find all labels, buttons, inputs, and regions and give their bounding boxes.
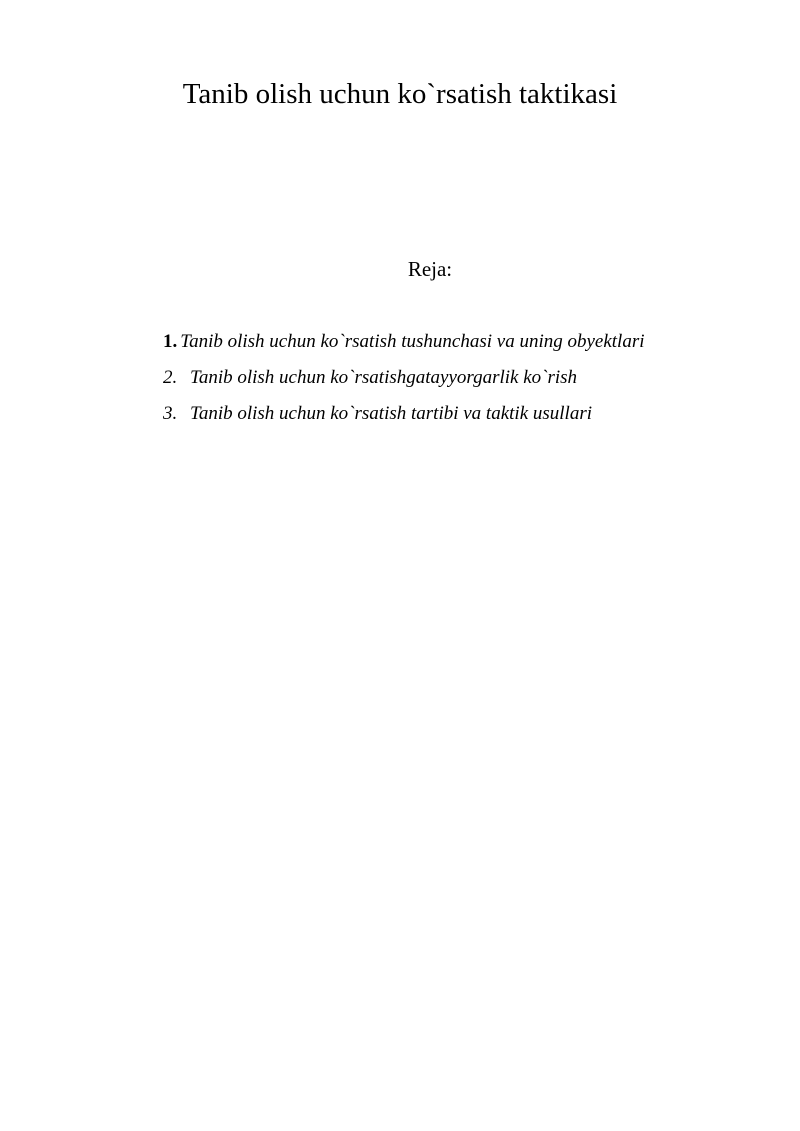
plan-item-text: Tanib olish uchun ko`rsatishgatayyorgarlik ko`rish <box>190 367 578 388</box>
plan-item-3 <box>163 402 645 426</box>
plan-item-text: Tanib olish uchun ko`rsatish tushunchasi va uning obyektlari <box>180 331 645 352</box>
plan-item-1 <box>163 330 645 354</box>
plan-item-number: 2. <box>163 367 178 388</box>
plan-item-text: Tanib olish uchun ko`rsatish tartibi va taktik usullari <box>190 403 593 424</box>
plan-item-number: 1. <box>163 331 178 352</box>
page-title: Tanib olish uchun ko`rsatish taktikasi <box>182 78 618 110</box>
plan-heading: Reja: <box>407 257 453 281</box>
plan-item-number: 3. <box>163 403 178 424</box>
plan-item-2 <box>163 366 645 390</box>
plan-list <box>163 330 645 438</box>
